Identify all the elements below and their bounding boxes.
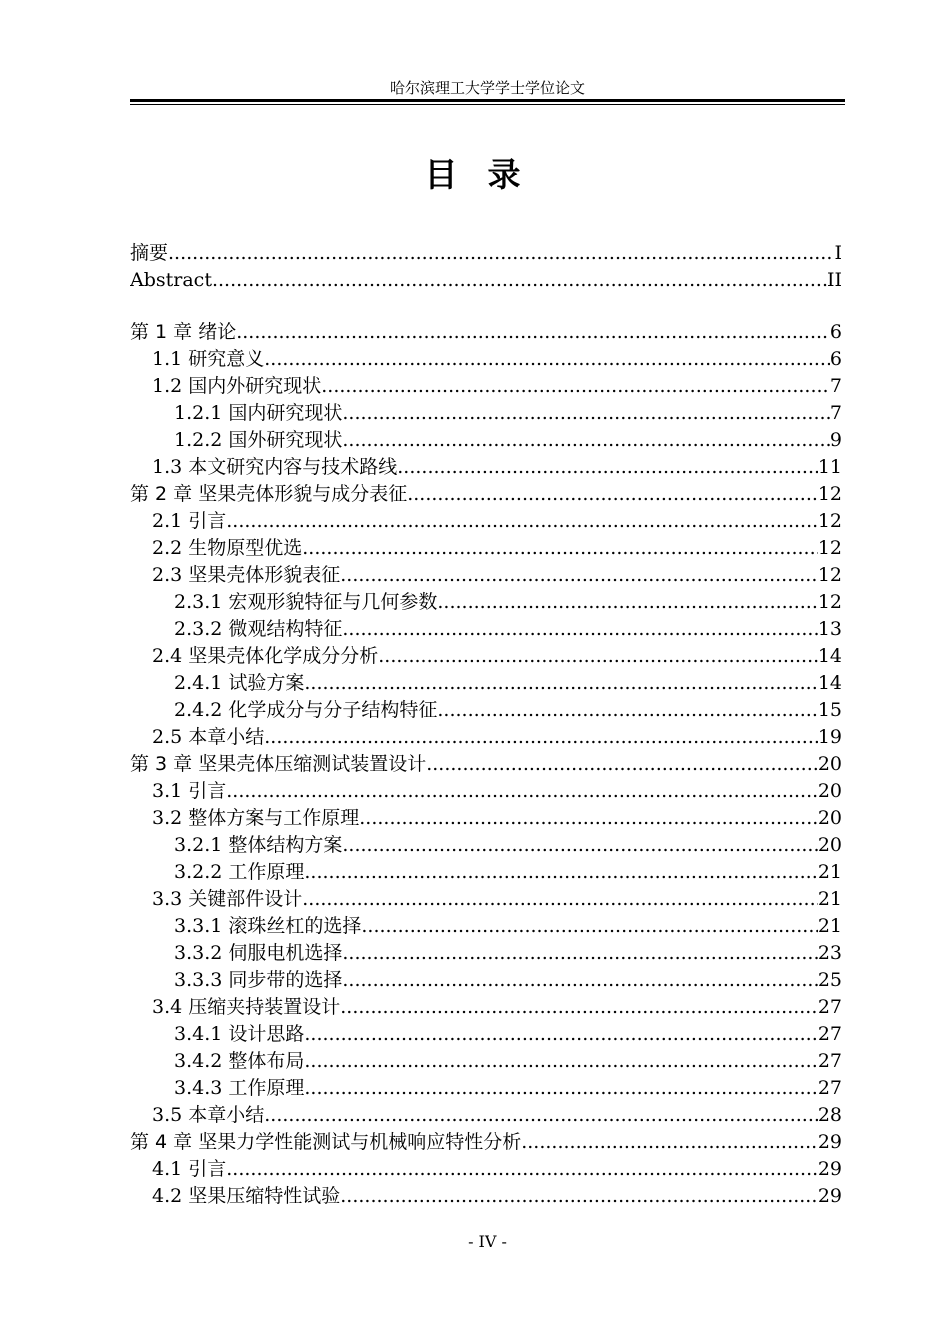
toc-leader-dots — [302, 886, 818, 913]
toc-chapter-entry[interactable] — [130, 319, 842, 346]
toc-entry-label: 3.4.2 整体布局 — [174, 1050, 305, 1072]
toc-entry[interactable] — [130, 805, 842, 832]
toc-entry-page: 27 — [817, 1023, 842, 1045]
toc-entry-label: 1.2 国内外研究现状 — [152, 375, 322, 397]
toc-entry-label: 3.2 整体方案与工作原理 — [152, 807, 360, 829]
toc-entry[interactable] — [130, 1102, 842, 1129]
toc-entry-page: 12 — [817, 591, 842, 613]
toc-leader-dots — [521, 1129, 818, 1156]
toc-entry-label: 3.4.3 工作原理 — [174, 1077, 305, 1099]
toc-entry-page: 21 — [817, 861, 842, 883]
toc-entry[interactable] — [130, 940, 842, 967]
toc-entry-page: 27 — [817, 996, 842, 1018]
toc-leader-dots — [264, 1102, 818, 1129]
toc-entry-page: 12 — [817, 537, 842, 559]
toc-entry-page: 6 — [829, 321, 842, 343]
toc-entry-label: 3.3.3 同步带的选择 — [174, 969, 343, 991]
toc-leader-dots — [226, 1156, 818, 1183]
toc-entry[interactable] — [130, 859, 842, 886]
page-number: - IV - — [468, 1232, 507, 1251]
toc-entry[interactable] — [130, 400, 842, 427]
toc-entry[interactable] — [130, 562, 842, 589]
toc-entry-page: 23 — [817, 942, 842, 964]
toc-entry-label: Abstract — [130, 269, 212, 291]
toc-leader-dots — [304, 1075, 817, 1102]
toc-leader-dots — [342, 427, 830, 454]
toc-entry-label: 第 3 章 坚果壳体压缩测试装置设计 — [130, 753, 427, 775]
toc-leader-dots — [397, 454, 818, 481]
running-header: 哈尔滨理工大学学士学位论文 — [389, 79, 585, 97]
toc-entry-page: I — [834, 242, 842, 264]
toc-leader-dots — [378, 643, 818, 670]
toc-leader-dots — [342, 616, 817, 643]
toc-leader-dots — [342, 400, 830, 427]
toc-spacer — [130, 294, 842, 319]
toc-entry[interactable] — [130, 643, 842, 670]
toc-entry[interactable] — [130, 1048, 842, 1075]
toc-entry-label: 2.3.1 宏观形貌特征与几何参数 — [174, 591, 438, 613]
toc-entry[interactable] — [130, 724, 842, 751]
toc-entry-label: 第 4 章 坚果力学性能测试与机械响应特性分析 — [130, 1131, 522, 1153]
toc-leader-dots — [226, 508, 818, 535]
toc-entry-label: 1.2.1 国内研究现状 — [174, 402, 343, 424]
toc-leader-dots — [264, 724, 818, 751]
toc-entry-label: 1.3 本文研究内容与技术路线 — [152, 456, 398, 478]
toc-leader-dots — [340, 562, 818, 589]
toc-leader-dots — [304, 859, 817, 886]
toc-leader-dots — [168, 240, 834, 267]
toc-entry-label: 3.1 引言 — [152, 780, 227, 802]
toc-entry-page: 20 — [817, 780, 842, 802]
toc-entry-page: 12 — [817, 564, 842, 586]
toc-entry-label: 2.3.2 微观结构特征 — [174, 618, 343, 640]
toc-entry-label: 1.1 研究意义 — [152, 348, 265, 370]
toc-entry[interactable] — [130, 1156, 842, 1183]
toc-entry-label: 4.1 引言 — [152, 1158, 227, 1180]
toc-entry-label: 2.3 坚果壳体形貌表征 — [152, 564, 341, 586]
toc-entry[interactable] — [130, 535, 842, 562]
toc-leader-dots — [304, 1021, 817, 1048]
toc-entry-label: 4.2 坚果压缩特性试验 — [152, 1185, 341, 1207]
table-of-contents — [130, 240, 842, 1210]
toc-leader-dots — [342, 940, 817, 967]
toc-leader-dots — [359, 805, 818, 832]
toc-entry-page: 13 — [817, 618, 842, 640]
toc-leader-dots — [212, 267, 827, 294]
toc-chapter-entry[interactable] — [130, 481, 842, 508]
toc-entry-page: 14 — [817, 672, 842, 694]
toc-leader-dots — [437, 697, 817, 724]
toc-entry-page: 7 — [829, 402, 842, 424]
toc-entry-page: 12 — [817, 483, 842, 505]
toc-entry[interactable] — [130, 832, 842, 859]
page-title: 目录 — [424, 155, 551, 194]
toc-entry[interactable] — [130, 454, 842, 481]
toc-leader-dots — [226, 778, 818, 805]
toc-entry[interactable] — [130, 994, 842, 1021]
toc-entry-page: 11 — [817, 456, 842, 478]
toc-entry-page: 28 — [817, 1104, 842, 1126]
toc-entry[interactable] — [130, 589, 842, 616]
toc-entry-label: 第 2 章 坚果壳体形貌与成分表征 — [130, 483, 408, 505]
toc-leader-dots — [342, 967, 817, 994]
toc-chapter-entry[interactable] — [130, 1129, 842, 1156]
toc-entry-page: 21 — [817, 915, 842, 937]
toc-entry[interactable] — [130, 427, 842, 454]
toc-entry-page: 14 — [817, 645, 842, 667]
toc-entry-page: 25 — [817, 969, 842, 991]
toc-entry[interactable] — [130, 373, 842, 400]
toc-entry[interactable] — [130, 1021, 842, 1048]
toc-entry[interactable] — [130, 886, 842, 913]
toc-entry-label: 2.1 引言 — [152, 510, 227, 532]
toc-chapter-entry[interactable] — [130, 751, 842, 778]
toc-entry-label: 2.4.1 试验方案 — [174, 672, 305, 694]
toc-entry[interactable] — [130, 670, 842, 697]
toc-entry-page: 20 — [817, 807, 842, 829]
toc-entry-page: 29 — [817, 1158, 842, 1180]
toc-entry-label: 3.3 关键部件设计 — [152, 888, 303, 910]
toc-leader-dots — [340, 1183, 818, 1210]
toc-entry-page: 7 — [829, 375, 842, 397]
toc-leader-dots — [407, 481, 818, 508]
toc-entry-label: 2.5 本章小结 — [152, 726, 265, 748]
toc-entry-page: 27 — [817, 1077, 842, 1099]
toc-leader-dots — [361, 913, 817, 940]
header-rule-thick — [130, 99, 845, 102]
toc-entry-page: 27 — [817, 1050, 842, 1072]
toc-entry-label: 3.4 压缩夹持装置设计 — [152, 996, 341, 1018]
toc-entry-page: 29 — [817, 1185, 842, 1207]
toc-entry-label: 第 1 章 绪论 — [130, 321, 237, 343]
toc-entry[interactable] — [130, 1075, 842, 1102]
toc-entry-label: 2.2 生物原型优选 — [152, 537, 303, 559]
toc-leader-dots — [342, 832, 817, 859]
toc-entry-label: 3.3.2 伺服电机选择 — [174, 942, 343, 964]
toc-leader-dots — [302, 535, 818, 562]
toc-entry-label: 1.2.2 国外研究现状 — [174, 429, 343, 451]
toc-entry[interactable] — [130, 346, 842, 373]
toc-leader-dots — [304, 1048, 817, 1075]
toc-entry-page: 19 — [817, 726, 842, 748]
toc-entry-label: 3.3.1 滚珠丝杠的选择 — [174, 915, 362, 937]
toc-entry-page: 29 — [817, 1131, 842, 1153]
toc-entry[interactable] — [130, 913, 842, 940]
toc-entry-label: 2.4 坚果壳体化学成分分析 — [152, 645, 379, 667]
toc-entry[interactable] — [130, 697, 842, 724]
toc-entry-label: 2.4.2 化学成分与分子结构特征 — [174, 699, 438, 721]
toc-entry[interactable] — [130, 1183, 842, 1210]
toc-entry-page: 12 — [817, 510, 842, 532]
header-rule-thin — [130, 104, 845, 105]
toc-entry-page: 21 — [817, 888, 842, 910]
toc-entry-label: 3.2.2 工作原理 — [174, 861, 305, 883]
toc-entry[interactable] — [130, 267, 842, 294]
toc-entry-page: 20 — [817, 753, 842, 775]
toc-entry[interactable] — [130, 967, 842, 994]
toc-entry[interactable] — [130, 778, 842, 805]
toc-leader-dots — [426, 751, 818, 778]
toc-entry[interactable] — [130, 240, 842, 267]
toc-leader-dots — [236, 319, 830, 346]
toc-entry-label: 3.2.1 整体结构方案 — [174, 834, 343, 856]
toc-leader-dots — [437, 589, 817, 616]
toc-leader-dots — [304, 670, 817, 697]
toc-leader-dots — [264, 346, 830, 373]
toc-entry-page: 20 — [817, 834, 842, 856]
toc-entry-page: II — [826, 269, 842, 291]
toc-entry-label: 摘要 — [130, 242, 169, 264]
toc-entry-label: 3.5 本章小结 — [152, 1104, 265, 1126]
toc-entry-page: 9 — [829, 429, 842, 451]
toc-entry[interactable] — [130, 616, 842, 643]
toc-entry[interactable] — [130, 508, 842, 535]
toc-entry-label: 3.4.1 设计思路 — [174, 1023, 305, 1045]
toc-entry-page: 15 — [817, 699, 842, 721]
toc-entry-page: 6 — [829, 348, 842, 370]
toc-leader-dots — [340, 994, 818, 1021]
toc-leader-dots — [321, 373, 830, 400]
